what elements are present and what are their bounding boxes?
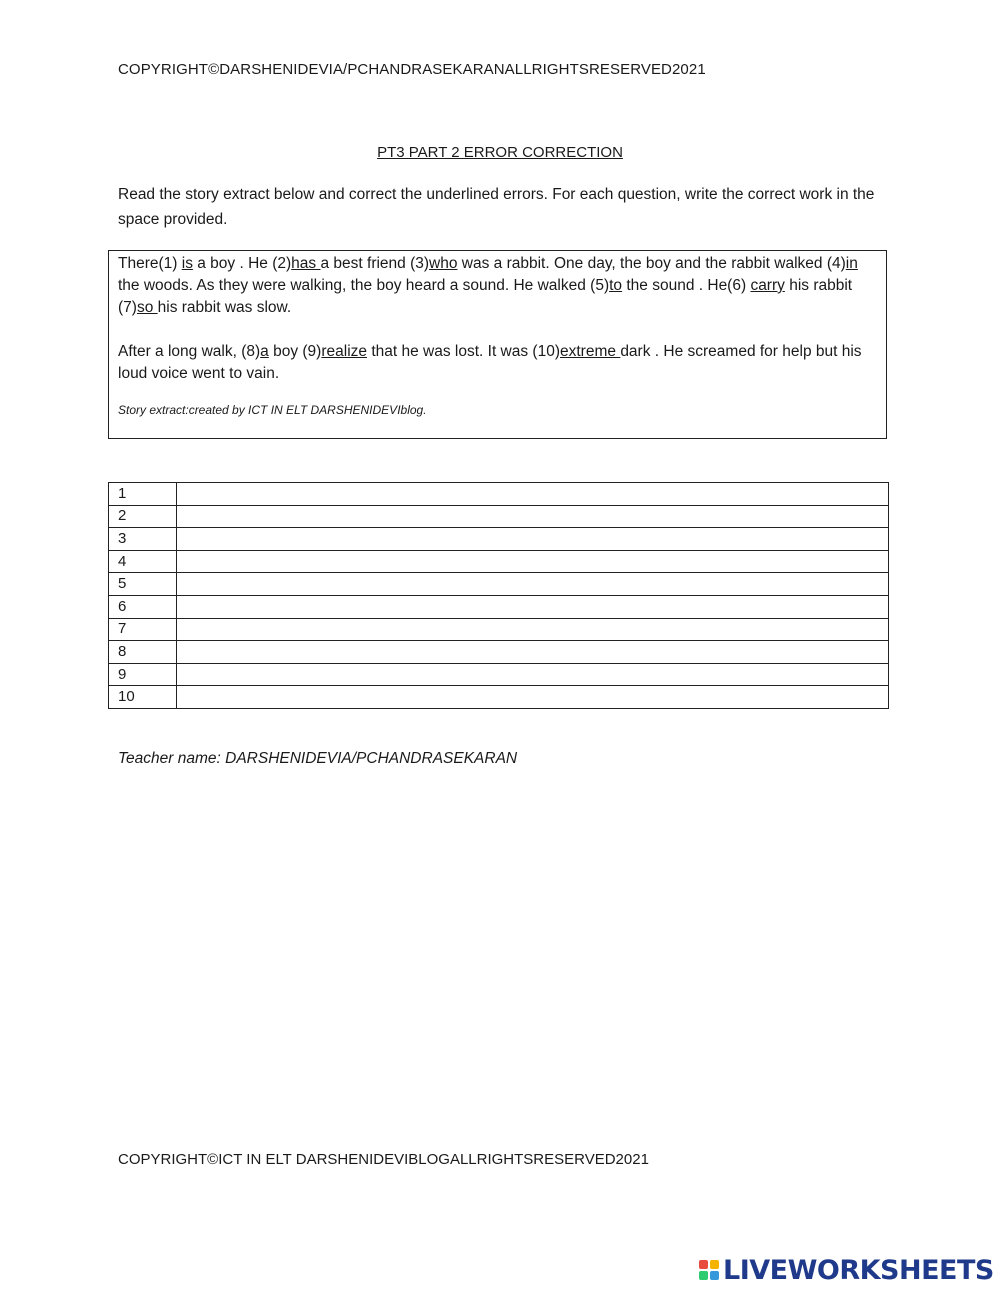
answer-row [109,595,889,618]
answer-row [109,550,889,573]
story-text: a best friend (3) [320,255,430,272]
underlined-error-word: a [260,343,269,360]
story-paragraph-2 [118,341,877,385]
underlined-error-word: who [429,255,458,272]
answer-number: 8 [109,641,177,664]
liveworksheets-logo-text: LIVEWORKSHEETS [723,1254,994,1286]
answer-field[interactable] [177,483,889,506]
answer-row [109,663,889,686]
underlined-error-word: is [181,255,193,272]
answer-number: 1 [109,483,177,506]
page-title-text: PT3 PART 2 ERROR CORRECTION [377,144,623,161]
story-text: the woods. As they were walking, the boy heard a sound. He walked (5) [118,277,610,294]
story-text: his rabbit was slow. [157,299,292,316]
liveworksheets-logo[interactable] [699,1254,994,1286]
answer-number: 4 [109,550,177,573]
story-text: boy (9) [268,343,322,360]
story-text: a boy . He (2) [192,255,292,272]
answer-row [109,505,889,528]
liveworksheets-logo-icon [699,1260,719,1280]
answer-table [108,482,889,709]
answer-number: 2 [109,505,177,528]
story-text: There(1) [118,255,182,272]
logo-square [699,1271,708,1280]
answer-number: 5 [109,573,177,596]
story-text: the sound . He(6) [622,277,751,294]
answer-number: 7 [109,618,177,641]
answer-field[interactable] [177,686,889,709]
answer-field[interactable] [177,528,889,551]
underlined-error-word: extreme [560,343,621,360]
story-credit: Story extract:created by ICT IN ELT DARSHENIDEVIblog. [118,403,427,417]
teacher-name: Teacher name: DARSHENIDEVIA/PCHANDRASEKARAN [118,750,518,767]
underlined-error-word: has [291,255,321,272]
answer-number: 6 [109,595,177,618]
answer-row [109,618,889,641]
answer-row [109,528,889,551]
answer-number: 10 [109,686,177,709]
logo-square [710,1271,719,1280]
underlined-error-word: carry [750,277,785,294]
answer-row [109,573,889,596]
story-box [108,250,887,439]
answer-number: 9 [109,663,177,686]
story-text: his rabbit (7) [118,277,853,316]
answer-row [109,483,889,506]
underlined-error-word: to [609,277,623,294]
logo-square [710,1260,719,1269]
answer-field[interactable] [177,618,889,641]
story-text: After a long walk, (8) [118,343,261,360]
header-copyright: COPYRIGHT©DARSHENIDEVIA/PCHANDRASEKARANALLRIGHTSRESERVED2021 [118,61,706,78]
answer-field[interactable] [177,595,889,618]
logo-square [699,1260,708,1269]
underlined-error-word: realize [321,343,368,360]
instructions: Read the story extract below and correct the underlined errors. For each question, write the correct work in the space provided. [118,186,875,228]
story-paragraph-1 [118,253,877,319]
answer-row [109,686,889,709]
story-text: was a rabbit. One day, the boy and the rabbit walked (4) [457,255,846,272]
answer-field[interactable] [177,641,889,664]
answer-number: 3 [109,528,177,551]
answer-field[interactable] [177,550,889,573]
story-text: that he was lost. It was (10) [367,343,560,360]
answer-row [109,641,889,664]
answer-field[interactable] [177,663,889,686]
answer-field[interactable] [177,573,889,596]
answer-field[interactable] [177,505,889,528]
footer-copyright: COPYRIGHT©ICT IN ELT DARSHENIDEVIBLOGALLRIGHTSRESERVED2021 [118,1151,649,1168]
underlined-error-word: in [845,255,858,272]
story-text: dark . He screamed for help but his loud voice went to vain. [118,343,862,382]
underlined-error-word: so [136,299,158,316]
page-title [0,144,1000,161]
